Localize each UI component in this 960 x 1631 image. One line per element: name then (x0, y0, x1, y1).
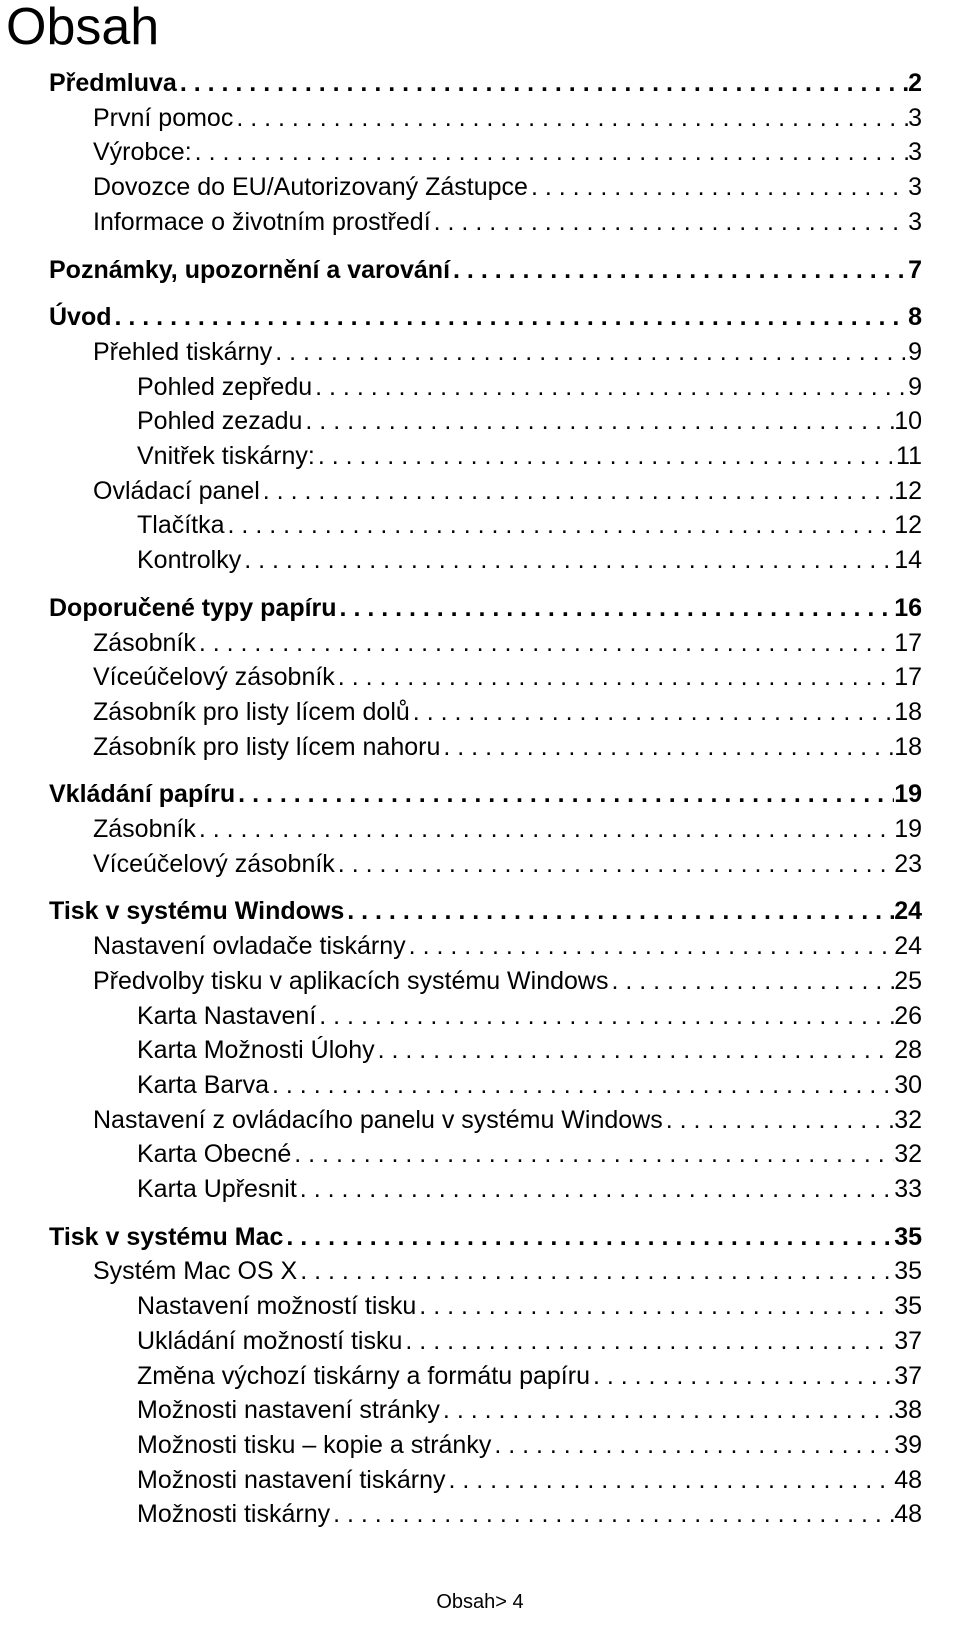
toc-entry-page-number: 39 (894, 1430, 922, 1459)
toc-entry-page-number: 2 (908, 69, 922, 97)
page-title: Obsah (6, 0, 160, 56)
toc-entry-title: Dovozce do EU/Autorizovaný Zástupce (93, 173, 528, 202)
toc-entry-title: Zásobník pro listy lícem dolů (93, 697, 410, 726)
toc-dot-leader (491, 1429, 894, 1461)
toc-dot-leader (112, 301, 909, 333)
toc-entry[interactable] (93, 848, 922, 880)
toc-dot-leader (192, 136, 908, 168)
toc-entry[interactable] (49, 301, 922, 333)
toc-entry-title: Ukládání možností tisku (137, 1326, 403, 1355)
toc-entry[interactable] (93, 965, 922, 997)
toc-entry-page-number: 24 (894, 932, 922, 961)
toc-entry-title: První pomoc (93, 103, 234, 132)
toc-entry-title: Zásobník (93, 628, 196, 657)
toc-dot-leader (283, 1221, 894, 1253)
toc-entry-page-number: 35 (894, 1292, 922, 1321)
toc-entry-page-number: 7 (908, 255, 922, 284)
toc-entry[interactable] (49, 895, 922, 927)
toc-entry-page-number: 14 (894, 546, 922, 575)
toc-entry-page-number: 24 (894, 897, 922, 926)
toc-entry[interactable] (137, 1360, 922, 1392)
toc-entry-page-number: 26 (894, 1001, 922, 1030)
toc-entry[interactable] (137, 1464, 922, 1496)
toc-entry-title: Možnosti nastavení tiskárny (137, 1465, 446, 1494)
toc-dot-leader (344, 895, 894, 927)
toc-entry[interactable] (93, 661, 922, 693)
toc-entry-title: Předmluva (49, 69, 177, 97)
toc-entry-page-number: 12 (894, 476, 922, 505)
toc-dot-leader (375, 1034, 895, 1066)
toc-entry[interactable] (137, 1069, 922, 1101)
toc-entry-page-number: 32 (894, 1140, 922, 1169)
toc-entry[interactable] (93, 813, 922, 845)
toc-entry-page-number: 23 (894, 849, 922, 878)
toc-entry-title: Zásobník pro listy lícem nahoru (93, 732, 441, 761)
toc-entry[interactable] (49, 254, 922, 286)
toc-entry-title: Přehled tiskárny (93, 337, 273, 366)
toc-entry-page-number: 17 (894, 628, 922, 657)
toc-dot-leader (335, 848, 894, 880)
toc-entry-page-number: 17 (894, 663, 922, 692)
toc-dot-leader (177, 67, 908, 99)
toc-dot-leader (431, 206, 908, 238)
toc-dot-leader (235, 778, 894, 810)
toc-entry-page-number: 3 (908, 138, 922, 167)
toc-dot-leader (330, 1498, 894, 1530)
toc-entry[interactable] (137, 1290, 922, 1322)
toc-entry-page-number: 35 (894, 1257, 922, 1286)
toc-dot-leader (260, 475, 894, 507)
toc-entry-title: Pohled zepředu (137, 372, 313, 401)
toc-dot-leader (316, 1000, 894, 1032)
toc-entry-title: Zásobník (93, 815, 196, 843)
toc-dot-leader (590, 1360, 894, 1392)
toc-entry[interactable] (137, 405, 922, 437)
toc-entry[interactable] (49, 67, 922, 99)
toc-entry-page-number: 3 (908, 173, 922, 202)
toc-entry-title: Karta Obecné (137, 1140, 292, 1169)
toc-dot-leader (410, 696, 894, 728)
toc-entry[interactable] (93, 1104, 922, 1136)
toc-dot-leader (233, 102, 908, 134)
toc-entry[interactable] (137, 1429, 922, 1461)
toc-entry[interactable] (137, 1394, 922, 1426)
toc-entry-page-number: 28 (894, 1036, 922, 1065)
toc-entry[interactable] (49, 592, 922, 624)
toc-entry-title: Tisk v systému Mac (49, 1222, 284, 1251)
toc-dot-leader (445, 1464, 894, 1496)
toc-entry-page-number: 16 (894, 593, 922, 622)
toc-dot-leader (416, 1290, 894, 1322)
toc-entry-page-number: 18 (894, 732, 922, 761)
toc-entry[interactable] (49, 1221, 922, 1253)
toc-entry-page-number: 12 (894, 511, 922, 540)
toc-entry-title: Nastavení z ovládacího panelu v systému Windows (93, 1105, 663, 1134)
toc-dot-leader (402, 1325, 894, 1357)
toc-dot-leader (440, 1394, 894, 1426)
toc-entry[interactable] (137, 1498, 922, 1530)
toc-entry-title: Úvod (49, 303, 112, 332)
toc-entry-title: Vkládání papíru (49, 780, 236, 809)
toc-entry-title: Poznámky, upozornění a varování (49, 255, 451, 284)
toc-entry-title: Možnosti tiskárny (137, 1500, 331, 1529)
toc-entry-title: Tlačítka (137, 511, 225, 540)
toc-entry-page-number: 37 (894, 1361, 922, 1390)
toc-dot-leader (196, 627, 894, 659)
toc-entry-title: Výrobce: (93, 138, 192, 167)
toc-entry-page-number: 32 (894, 1105, 922, 1134)
toc-dot-leader (196, 813, 894, 845)
toc-dot-leader (440, 731, 894, 763)
toc-entry[interactable] (137, 1000, 922, 1032)
toc-dot-leader (241, 544, 894, 576)
toc-entry-title: Pohled zezadu (137, 407, 303, 436)
toc-entry-title: Ovládací panel (93, 476, 260, 505)
toc-entry-page-number: 48 (894, 1465, 922, 1494)
toc-entry-title: Tisk v systému Windows (49, 897, 345, 926)
toc-entry-page-number: 19 (894, 815, 922, 843)
toc-dot-leader (663, 1104, 894, 1136)
toc-entry[interactable] (137, 509, 922, 541)
toc-dot-leader (269, 1069, 894, 1101)
toc-entry-title: Možnosti tisku – kopie a stránky (137, 1430, 492, 1459)
toc-entry[interactable] (137, 1034, 922, 1066)
toc-entry-page-number: 25 (894, 966, 922, 995)
toc-entry-title: Vnitřek tiskárny: (137, 442, 315, 470)
toc-entry[interactable] (137, 371, 922, 403)
toc-entry-title: Karta Možnosti Úlohy (137, 1036, 375, 1065)
toc-dot-leader (225, 509, 895, 541)
toc-entry-title: Doporučené typy papíru (49, 593, 337, 622)
toc-entry[interactable] (137, 1325, 922, 1357)
toc-dot-leader (302, 405, 894, 437)
toc-entry[interactable] (93, 171, 922, 203)
toc-entry-page-number: 10 (894, 407, 922, 436)
toc-entry[interactable] (93, 336, 922, 368)
toc-dot-leader (335, 661, 894, 693)
toc-entry-page-number: 3 (908, 207, 922, 236)
toc-entry-title: Informace o životním prostředí (93, 207, 431, 236)
toc-entry-page-number: 48 (894, 1500, 922, 1529)
toc-entry[interactable] (93, 696, 922, 728)
toc-entry[interactable] (93, 731, 922, 763)
toc-dot-leader (297, 1255, 894, 1287)
toc-dot-leader (315, 440, 896, 472)
toc-entry[interactable] (93, 1255, 922, 1287)
toc-entry-title: Nastavení ovladače tiskárny (93, 932, 406, 961)
toc-entry[interactable] (93, 136, 922, 168)
toc-entry-title: Kontrolky (137, 546, 242, 575)
toc-entry-title: Možnosti nastavení stránky (137, 1396, 440, 1425)
toc-dot-leader (272, 336, 908, 368)
toc-entry-page-number: 33 (894, 1175, 922, 1203)
toc-dot-leader (450, 254, 908, 286)
toc-entry[interactable] (49, 778, 922, 810)
toc-entry[interactable] (93, 930, 922, 962)
toc-entry[interactable] (93, 206, 922, 238)
toc-entry[interactable] (93, 627, 922, 659)
toc-entry-title: Systém Mac OS X (93, 1257, 298, 1286)
toc-entry-page-number: 30 (894, 1070, 922, 1099)
toc-dot-leader (528, 171, 908, 203)
toc-entry-title: Nastavení možností tisku (137, 1292, 417, 1321)
toc-entry-page-number: 19 (894, 780, 922, 809)
toc-dot-leader (608, 965, 894, 997)
toc-entry-title: Změna výchozí tiskárny a formátu papíru (137, 1361, 590, 1390)
toc-entry-page-number: 3 (908, 103, 922, 132)
toc-entry-page-number: 35 (894, 1222, 922, 1251)
toc-entry-title: Karta Nastavení (137, 1001, 317, 1030)
toc-entry-page-number: 38 (894, 1396, 922, 1425)
toc-entry-page-number: 11 (896, 442, 922, 470)
toc-dot-leader (337, 592, 895, 624)
toc-entry[interactable] (93, 102, 922, 134)
toc-entry-page-number: 8 (908, 303, 922, 332)
toc-entry[interactable] (137, 440, 922, 472)
toc-entry-title: Předvolby tisku v aplikacích systému Windows (93, 966, 609, 995)
toc-entry[interactable] (93, 475, 922, 507)
toc-entry-page-number: 37 (894, 1326, 922, 1355)
toc-dot-leader (291, 1138, 894, 1170)
toc-entry-page-number: 18 (894, 697, 922, 726)
toc-entry[interactable] (137, 1138, 922, 1170)
toc-entry-title: Karta Barva (137, 1070, 270, 1099)
toc-entry-title: Víceúčelový zásobník (93, 663, 335, 692)
toc-entry-title: Víceúčelový zásobník (93, 849, 335, 878)
toc-entry[interactable] (137, 544, 922, 576)
toc-entry-page-number: 9 (908, 337, 922, 366)
page-footer: Obsah> 4 (436, 1591, 524, 1613)
toc-dot-leader (406, 930, 895, 962)
toc-entry-page-number: 9 (908, 372, 922, 401)
toc-dot-leader (312, 371, 908, 403)
toc-dot-leader (297, 1173, 894, 1205)
toc-entry[interactable] (137, 1173, 922, 1205)
toc-entry-title: Karta Upřesnit (137, 1175, 297, 1203)
